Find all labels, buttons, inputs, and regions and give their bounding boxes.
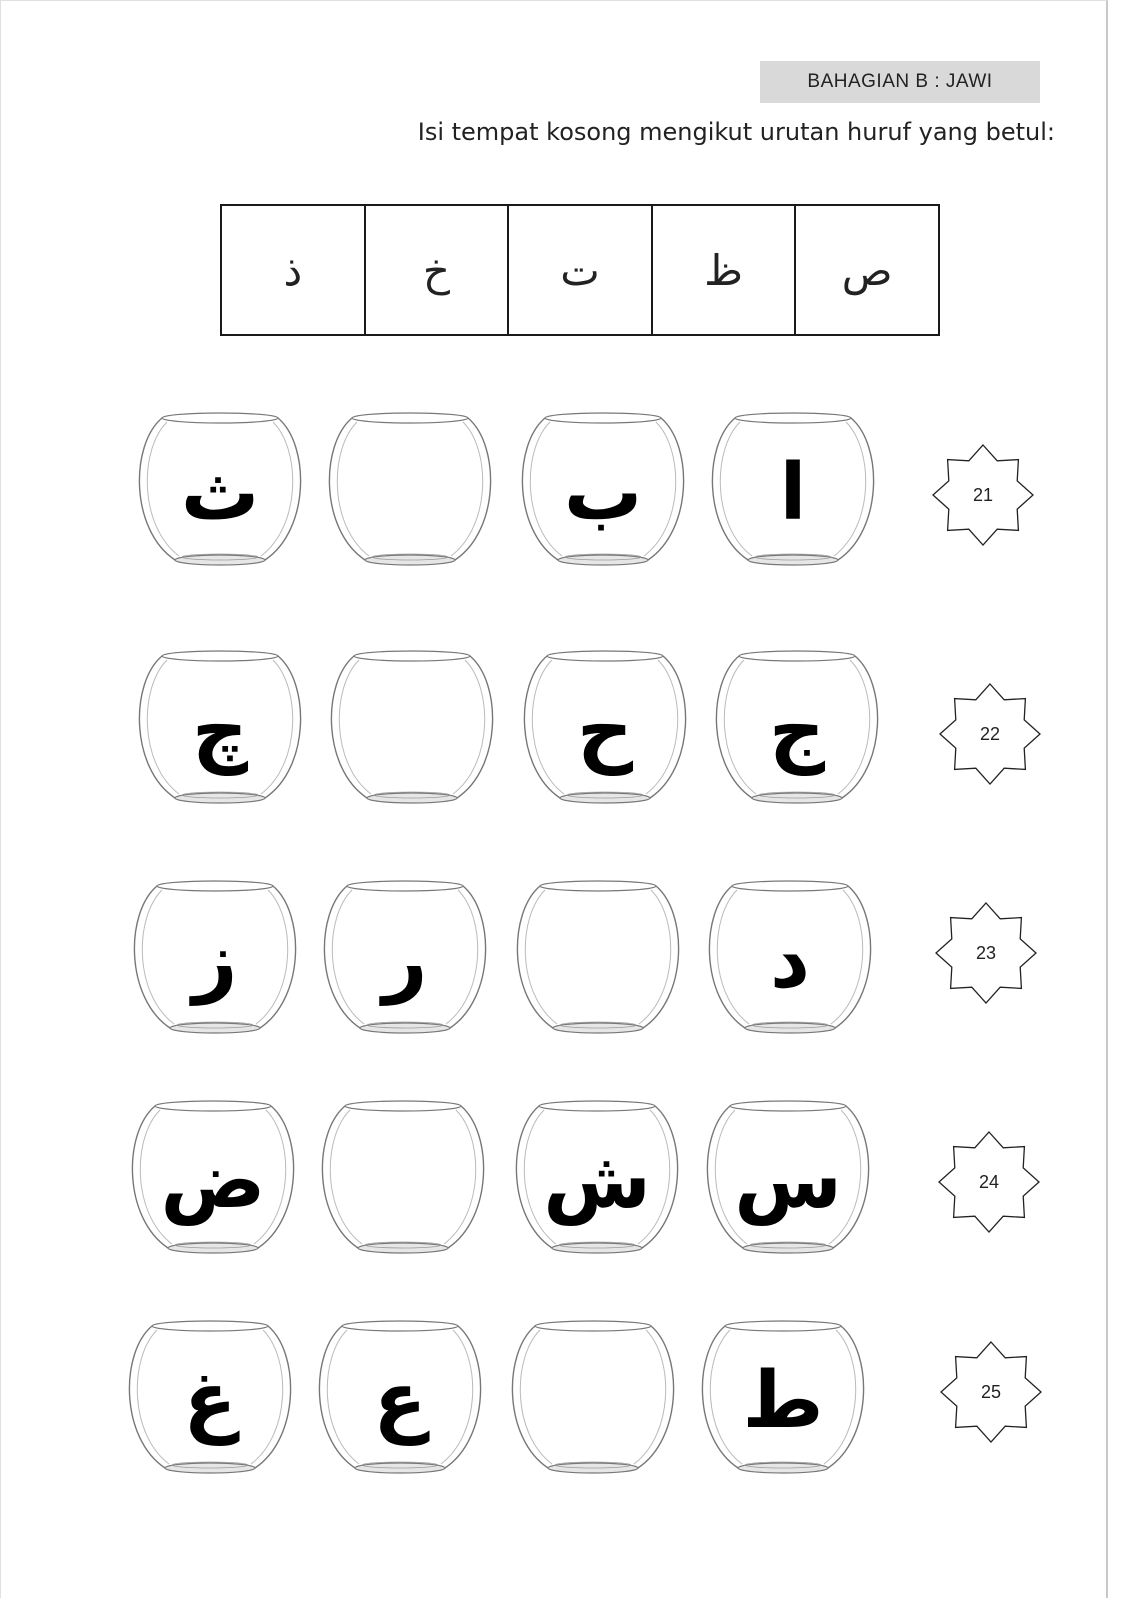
bowl-letter: ا xyxy=(779,448,807,538)
question-number-badge xyxy=(938,682,1042,786)
answer-bank-letter: خ xyxy=(366,206,510,334)
fishbowl-blank[interactable] xyxy=(318,1098,488,1258)
fishbowl xyxy=(135,410,305,570)
bowl-letter xyxy=(325,428,495,558)
fishbowl xyxy=(128,1098,298,1258)
fishbowl xyxy=(712,648,882,808)
question-row-21 xyxy=(0,410,1108,570)
bowl-letter: ز xyxy=(192,916,238,1006)
fishbowl xyxy=(705,878,875,1038)
fishbowl-blank[interactable] xyxy=(513,878,683,1038)
answer-bank-letter: ت xyxy=(509,206,653,334)
question-number-badge xyxy=(937,1130,1041,1234)
bowl-letter: ح xyxy=(576,686,634,776)
fishbowl xyxy=(520,648,690,808)
fishbowl xyxy=(698,1318,868,1478)
fishbowl xyxy=(703,1098,873,1258)
question-number: 21 xyxy=(972,484,994,505)
bowl-letter xyxy=(513,896,683,1026)
bowl-letter: غ xyxy=(183,1356,237,1446)
bowl-letter: ج xyxy=(768,686,826,776)
bowl-letter: د xyxy=(769,916,811,1006)
bowl-letter: چ xyxy=(191,686,249,776)
question-number-badge xyxy=(931,443,1035,547)
question-number: 23 xyxy=(975,942,997,963)
question-row-23 xyxy=(0,878,1108,1038)
question-row-22 xyxy=(0,648,1108,808)
answer-bank-letter: ذ xyxy=(222,206,366,334)
question-row-25 xyxy=(0,1318,1108,1478)
bowl-letter: س xyxy=(734,1136,842,1226)
bowl-letter: ث xyxy=(180,448,260,538)
fishbowl xyxy=(315,1318,485,1478)
bowl-letter: ع xyxy=(373,1356,427,1446)
bowl-letter: ض xyxy=(160,1136,266,1226)
bowl-letter xyxy=(318,1116,488,1246)
question-row-24 xyxy=(0,1098,1108,1258)
fishbowl xyxy=(320,878,490,1038)
fishbowl xyxy=(708,410,878,570)
fishbowl xyxy=(518,410,688,570)
bowl-letter: ب xyxy=(563,448,643,538)
question-number: 25 xyxy=(980,1381,1002,1402)
question-number: 24 xyxy=(978,1171,1000,1192)
bowl-letter: ر xyxy=(382,916,428,1006)
bowl-letter: ط xyxy=(742,1356,824,1446)
answer-bank-letter: ص xyxy=(841,245,893,295)
section-label: BAHAGIAN B : JAWI xyxy=(760,61,1040,103)
bowl-letter: ش xyxy=(543,1136,651,1226)
question-number-badge xyxy=(934,901,1038,1005)
question-number-badge xyxy=(939,1340,1043,1444)
bowl-letter xyxy=(508,1336,678,1466)
bowl-letter xyxy=(327,666,497,796)
answer-bank xyxy=(220,204,940,336)
fishbowl-blank[interactable] xyxy=(327,648,497,808)
question-number: 22 xyxy=(979,723,1001,744)
fishbowl xyxy=(130,878,300,1038)
fishbowl-blank[interactable] xyxy=(325,410,495,570)
instruction-text: Isi tempat kosong mengikut urutan huruf yang betul: xyxy=(417,118,1055,146)
fishbowl-blank[interactable] xyxy=(508,1318,678,1478)
fishbowl xyxy=(512,1098,682,1258)
answer-bank-letter: ظ xyxy=(653,206,797,334)
fishbowl xyxy=(125,1318,295,1478)
fishbowl xyxy=(135,648,305,808)
